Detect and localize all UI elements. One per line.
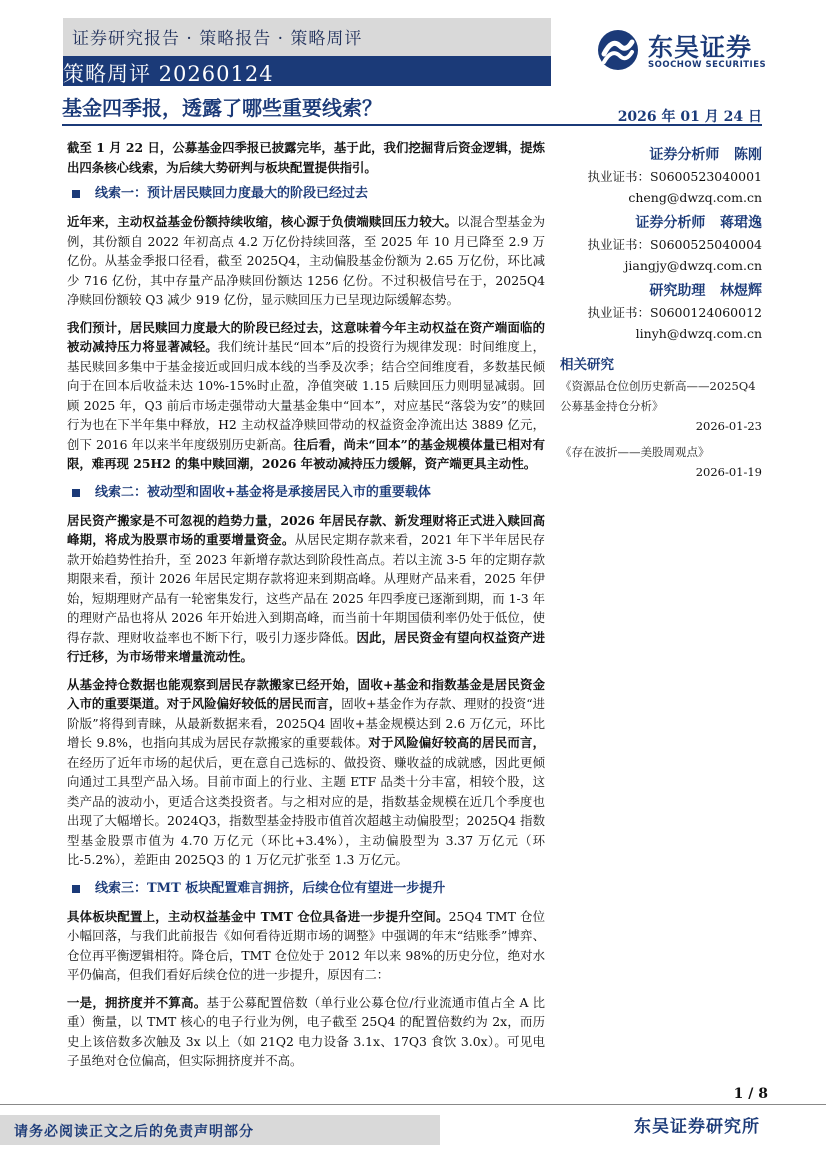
bold-text: 居民资产搬家是不可忽视的趋势力量，2026 年居民存款、新发理财将正式进入赎回高峰期，将成为股票市场的重要增量资金。 — [67, 512, 545, 547]
square-bullet-icon — [72, 489, 80, 497]
bold-text: 我们预计，居民赎回力度最大的阶段已经过去，这意味着今年主动权益在资产端面临的被动减持压力将显著减轻。 — [67, 319, 545, 354]
page-title: 基金四季报，透露了哪些重要线索？ — [62, 96, 382, 120]
section-heading-3 — [67, 878, 545, 900]
section-heading-1 — [67, 183, 545, 205]
breadcrumb: 证券研究报告 · 策略报告 · 策略周评 — [72, 29, 363, 49]
body-text: 基于公募配置倍数（单行业公募仓位/行业流通市值占全 A 比重）衡量，以 TMT 核心的电子行业为例，电子截至 25Q4 的配置倍数约为 2x，而历史上该倍数多次触及 3x 以上（如 21Q2 电力设备 3.1x、17Q3 食饮 3.0x）。可见电子虽绝对仓位偏高，但实际拥挤度并不高。 — [67, 994, 546, 1068]
title-divider — [62, 124, 762, 126]
analyst-cert: 执业证书： S0600525040004 — [587, 237, 762, 252]
bold-text: 近年来，主动权益基金份额持续收缩，核心源于负债端赎回压力较大。 — [67, 214, 458, 229]
bold-text: 从基金持仓数据也能观察到居民存款搬家已经开始，固收+基金和指数基金是居民资金入市的重要渠道。对于风险偏好较低的居民而言， — [67, 676, 545, 711]
footer-divider — [0, 1104, 826, 1105]
related-report-link[interactable]: 《存在波折——美股周观点》 — [560, 445, 710, 459]
logo-english: SOOCHOW SECURITIES — [648, 60, 767, 70]
related-report-link[interactable]: 《资源品仓位创历史新高——2025Q4 公募基金持仓分析》 — [560, 379, 756, 413]
analyst-email[interactable]: cheng@dwzq.com.cn — [628, 190, 762, 205]
paragraph — [67, 993, 545, 1071]
series-title: 策略周评 20260124 — [63, 62, 274, 86]
sidebar — [560, 144, 762, 488]
report-body — [67, 138, 545, 1079]
analyst-email[interactable]: jiangjy@dwzq.com.cn — [624, 258, 762, 273]
logo-name: 东吴证券 — [648, 33, 753, 62]
analyst-card — [560, 144, 762, 208]
bold-text: 对于风险偏好较高的居民而言， — [368, 735, 545, 750]
page-number: 1 / 8 — [733, 1086, 768, 1102]
body-text: 以混合型基金为例，其份额自 2022 年初高点 4.2 万亿份持续回落，至 2025 年 10 月已降至 2.9 万亿份。从基金季报口径看，截至 2025Q4，主动偏股基金份额为 2.65 万亿份，环比减少 716 亿份，其中存量产品净赎回份额达 1256 亿份。不过积极信号在于，2025Q4 净赎回份额较 Q3 减少 919 亿份，显示赎回压力已呈现边际缓解态势。 — [67, 214, 546, 307]
analyst-title: 证券分析师 陈刚 — [649, 147, 762, 163]
paragraph — [67, 212, 545, 310]
institute-name: 东吴证券研究所 — [634, 1117, 760, 1137]
analyst-email[interactable]: linyh@dwzq.com.cn — [635, 326, 762, 341]
related-report-date: 2026-01-19 — [695, 465, 762, 479]
analyst-cert: 执业证书： S0600124060012 — [587, 305, 762, 320]
section-title: 线索一：预计居民赎回力度最大的阶段已经过去 — [95, 186, 369, 202]
body-text: 从居民定期存款来看，2021 年下半年居民存款开始趋势性抬升，至 2023 年新增存款达到阶段性高点。若以主流 3-5 年的定期存款期限来看，预计 2026 年居民定期存款将迎来到期高峰。从理财产品来看，2025 年伊始，短期理财产品有一轮密集发行，这些产品在 2025 年四季度已逐渐到期，而 1-3 年的理财产品也将从 2026 年开始进入到期高峰，而当前十年期国债利率仍处于低位，使得存款、理财收益率也不断下行，吸引力逐步降低。 — [67, 532, 546, 645]
bold-text: 因此，居民资金有望向权益资产进行迁移，为市场带来增量流动性。 — [67, 629, 546, 664]
section-title: 线索三：TMT 板块配置难言拥挤，后续仓位有望进一步提升 — [95, 880, 446, 896]
body-text: 固收+基金作为存款、理财的投资“进阶版”将得到青睐，从最新数据来看，2025Q4 固收+基金规模达到 2.6 万亿元，环比增长 9.8%，也指向其成为居民存款搬家的重要载体。 — [67, 696, 546, 750]
report-date: 2026 年 01 月 24 日 — [617, 109, 762, 125]
body-text: 我们统计基民“回本”后的投资行为规律发现：时间维度上，基民赎回多集中于基金接近或回归成本线的当季及次季；结合空间维度看，多数基民倾向于在回本后收益未达 10%-15%时止盈，净值突破 1.15 后赎回压力则明显减弱。回顾 2025 年，Q3 前后市场走强带动大量基金集中“回本”，对应基民“落袋为安”的赎回行为也在下半年集中释放，H2 主动权益净赎回带动的权益资金净流出达 3889 亿元，创下 2016 年以来半年度级别历史新高。 — [67, 339, 545, 452]
section-heading-2 — [67, 482, 545, 504]
body-text: 在经历了近年市场的起伏后，更在意自己选标的、做投资、赚收益的成就感，因此更倾向通过工具型产品入场。目前市面上的行业、主题 ETF 品类十分丰富，相较个股，这类产品的波动小，更适合这类投资者。与之相对应的是，指数基金规模在近几个季度也出现了大幅增长。2024Q3，指数型基金持股市值首次超越主动偏股型；2025Q4 指数型基金股票市值为 4.70 万亿元（环比+3.4%），主动偏股型为 3.37 万亿元（环比-5.2%），差距由 2025Q3 的 1 万亿元扩张至 1.3 万亿元。 — [67, 754, 545, 867]
paragraph — [67, 511, 545, 667]
related-report-date: 2026-01-23 — [695, 419, 762, 433]
bold-text: 具体板块配置上，主动权益基金中 TMT 仓位具备进一步提升空间。 — [67, 908, 449, 924]
paragraph — [67, 907, 545, 985]
analyst-title: 证券分析师 蒋珺逸 — [635, 215, 762, 231]
soochow-logo-icon — [596, 28, 640, 72]
paragraph — [67, 675, 545, 870]
bold-text: 一是，拥挤度并不算高。 — [67, 994, 207, 1010]
body-text: 25Q4 TMT 仓位小幅回落，与我们此前报告《如何看待近期市场的调整》中强调的年末“结账季”博弈、仓位再平衡逻辑相符。降仓后，TMT 仓位处于 2012 年以来 98%的历史分位，绝对水平仍偏高，但我们看好后续仓位的进一步提升，原因有二： — [67, 908, 545, 982]
lead-summary: 截至 1 月 22 日，公募基金四季报已披露完毕，基于此，我们挖掘背后资金逻辑，提炼出四条核心线索，为后续大势研判与板块配置提供指引。 — [67, 140, 545, 175]
square-bullet-icon — [72, 885, 80, 893]
square-bullet-icon — [72, 190, 80, 198]
analyst-cert: 执业证书： S0600523040001 — [587, 169, 762, 184]
related-research-title: 相关研究 — [560, 357, 614, 373]
analyst-card — [560, 280, 762, 344]
analyst-title: 研究助理 林煜辉 — [649, 283, 762, 299]
disclaimer-note: 请务必阅读正文之后的免责声明部分 — [14, 1124, 254, 1140]
analyst-card — [560, 212, 762, 276]
paragraph — [67, 318, 545, 474]
section-title: 线索二：被动型和固收+基金将是承接居民入市的重要载体 — [95, 484, 431, 500]
bold-text: 往后看，尚未“回本”的基金规模体量已相对有限，难再现 25H2 的集中赎回潮，2026 年被动减持压力缓解，资产端更具主动性。 — [67, 436, 545, 471]
